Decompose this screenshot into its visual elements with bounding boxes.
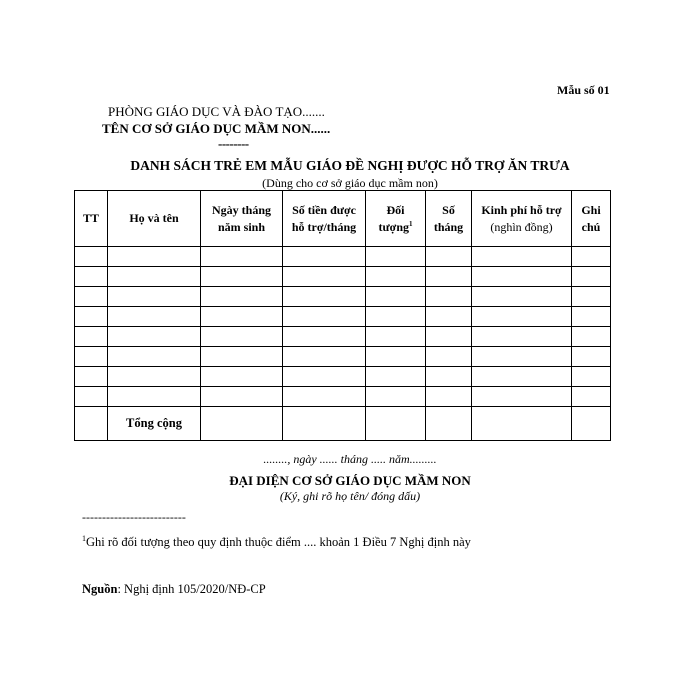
total-row xyxy=(75,407,611,441)
table-cell[interactable] xyxy=(472,267,572,287)
footnote xyxy=(82,535,471,550)
header-tt-label: TT xyxy=(82,211,99,225)
table-cell[interactable] xyxy=(366,387,426,407)
table-cell[interactable] xyxy=(426,307,472,327)
table-cell[interactable] xyxy=(472,407,572,441)
table-cell[interactable] xyxy=(366,407,426,441)
table-cell[interactable] xyxy=(426,287,472,307)
header-subject-footnote-mark: 1 xyxy=(409,219,413,228)
header-name xyxy=(108,191,201,247)
table-cell[interactable] xyxy=(283,407,366,441)
table-cell[interactable] xyxy=(366,267,426,287)
table-cell[interactable] xyxy=(108,287,201,307)
table-cell[interactable] xyxy=(366,367,426,387)
table-cell[interactable] xyxy=(108,247,201,267)
document-subtitle: (Dùng cho cơ sở giáo dục mầm non) xyxy=(262,176,438,190)
header-funding-line2: (nghìn đồng) xyxy=(490,219,553,234)
header-funding-line1: Kinh phí hỗ trợ xyxy=(481,202,562,217)
table-cell[interactable] xyxy=(426,407,472,441)
table-cell[interactable] xyxy=(201,247,283,267)
children-list-table xyxy=(74,190,611,441)
table-cell[interactable] xyxy=(283,307,366,327)
table-row xyxy=(75,387,611,407)
total-label: Tổng cộng xyxy=(108,407,201,441)
date-line: ........, ngày ...... tháng ..... năm......... xyxy=(263,452,437,466)
table-cell[interactable] xyxy=(426,267,472,287)
source-text: : Nghị định 105/2020/NĐ-CP xyxy=(117,582,266,596)
table-cell[interactable] xyxy=(572,247,611,267)
table-cell[interactable] xyxy=(75,387,108,407)
table-cell[interactable] xyxy=(572,387,611,407)
table-cell[interactable] xyxy=(108,387,201,407)
header-note-line2: chú xyxy=(581,219,601,234)
table-cell[interactable] xyxy=(426,387,472,407)
table-cell[interactable] xyxy=(572,287,611,307)
header-note xyxy=(572,191,611,247)
header-funding xyxy=(472,191,572,247)
table-cell[interactable] xyxy=(426,327,472,347)
table-cell[interactable] xyxy=(426,347,472,367)
header-amount-line2: hỗ trợ/tháng xyxy=(291,219,357,234)
table-row xyxy=(75,247,611,267)
header-dob-line1: Ngày tháng xyxy=(211,202,271,217)
table-cell[interactable] xyxy=(366,327,426,347)
header-subject-line2: tượng xyxy=(378,219,409,234)
header-months-line1: Số xyxy=(442,202,455,217)
header-subject-line1: Đối xyxy=(386,202,405,217)
table-cell[interactable] xyxy=(108,347,201,367)
header-amount xyxy=(283,191,366,247)
table-cell[interactable] xyxy=(75,407,108,441)
table-header-row xyxy=(75,191,611,247)
table-cell[interactable] xyxy=(283,247,366,267)
representative-note: (Ký, ghi rõ họ tên/ đóng dấu) xyxy=(279,489,421,503)
table-cell[interactable] xyxy=(572,407,611,441)
table-cell[interactable] xyxy=(283,367,366,387)
table-cell[interactable] xyxy=(472,307,572,327)
table-cell[interactable] xyxy=(75,247,108,267)
table-cell[interactable] xyxy=(75,347,108,367)
footnote-mark: 1 xyxy=(82,533,86,543)
header-name-label: Họ và tên xyxy=(129,211,179,225)
table-cell[interactable] xyxy=(283,327,366,347)
header-tt xyxy=(75,191,108,247)
table-cell[interactable] xyxy=(108,367,201,387)
table-cell[interactable] xyxy=(572,267,611,287)
table-cell[interactable] xyxy=(201,327,283,347)
table-cell[interactable] xyxy=(572,327,611,347)
table-cell[interactable] xyxy=(366,307,426,327)
table-cell[interactable] xyxy=(201,367,283,387)
table-cell[interactable] xyxy=(572,347,611,367)
table-cell[interactable] xyxy=(426,247,472,267)
form-number: Mẫu số 01 xyxy=(557,83,610,97)
header-subject xyxy=(366,191,426,247)
header-dob xyxy=(201,191,283,247)
table-cell[interactable] xyxy=(108,307,201,327)
table-cell[interactable] xyxy=(366,247,426,267)
header-months xyxy=(426,191,472,247)
table-cell[interactable] xyxy=(366,287,426,307)
table-row xyxy=(75,327,611,347)
representative-title: ĐẠI DIỆN CƠ SỞ GIÁO DỤC MẦM NON xyxy=(229,473,471,488)
document-title-text: DANH SÁCH TRẺ EM MẪU GIÁO ĐỀ NGHỊ ĐƯỢC HỖ TRỢ ĂN TRƯA xyxy=(130,158,570,173)
table-row xyxy=(75,347,611,367)
table-cell[interactable] xyxy=(201,407,283,441)
table-cell[interactable] xyxy=(472,367,572,387)
footnote-text: Ghi rõ đối tượng theo quy định thuộc điểm .... khoản 1 Điều 7 Nghị định này xyxy=(86,535,471,549)
table-cell[interactable] xyxy=(201,347,283,367)
header-note-line1: Ghi xyxy=(581,202,601,217)
table-cell[interactable] xyxy=(75,287,108,307)
table-row xyxy=(75,367,611,387)
table-row xyxy=(75,287,611,307)
table-cell[interactable] xyxy=(75,367,108,387)
table-cell[interactable] xyxy=(201,287,283,307)
table-cell[interactable] xyxy=(366,347,426,367)
table-cell[interactable] xyxy=(472,327,572,347)
table-row xyxy=(75,307,611,327)
department-name: PHÒNG GIÁO DỤC VÀ ĐÀO TẠO....... xyxy=(108,104,325,119)
table-cell[interactable] xyxy=(472,287,572,307)
footnote-divider: -------------------------- xyxy=(82,510,186,524)
source-line xyxy=(82,582,266,597)
table-cell[interactable] xyxy=(472,347,572,367)
table-cell[interactable] xyxy=(472,247,572,267)
table-cell[interactable] xyxy=(572,367,611,387)
table-cell[interactable] xyxy=(201,387,283,407)
table-cell[interactable] xyxy=(75,327,108,347)
table-cell[interactable] xyxy=(283,287,366,307)
table-cell[interactable] xyxy=(572,307,611,327)
table-cell[interactable] xyxy=(201,307,283,327)
table-cell[interactable] xyxy=(472,387,572,407)
table-cell[interactable] xyxy=(108,327,201,347)
table-body xyxy=(75,247,611,441)
table-cell[interactable] xyxy=(75,307,108,327)
school-name: TÊN CƠ SỞ GIÁO DỤC MẦM NON...... xyxy=(102,121,331,136)
table-cell[interactable] xyxy=(75,267,108,287)
source-label: Nguồn xyxy=(82,582,118,596)
document-title xyxy=(0,158,700,174)
table-cell[interactable] xyxy=(283,267,366,287)
table-cell[interactable] xyxy=(201,267,283,287)
header-dob-line2: năm sinh xyxy=(217,219,266,234)
header-separator: -------- xyxy=(218,136,249,151)
header-amount-line1: Số tiền được xyxy=(292,202,356,217)
table-cell[interactable] xyxy=(283,347,366,367)
table-row xyxy=(75,267,611,287)
table-cell[interactable] xyxy=(426,367,472,387)
table-cell[interactable] xyxy=(283,387,366,407)
table-cell[interactable] xyxy=(108,267,201,287)
header-months-line2: tháng xyxy=(433,219,464,234)
